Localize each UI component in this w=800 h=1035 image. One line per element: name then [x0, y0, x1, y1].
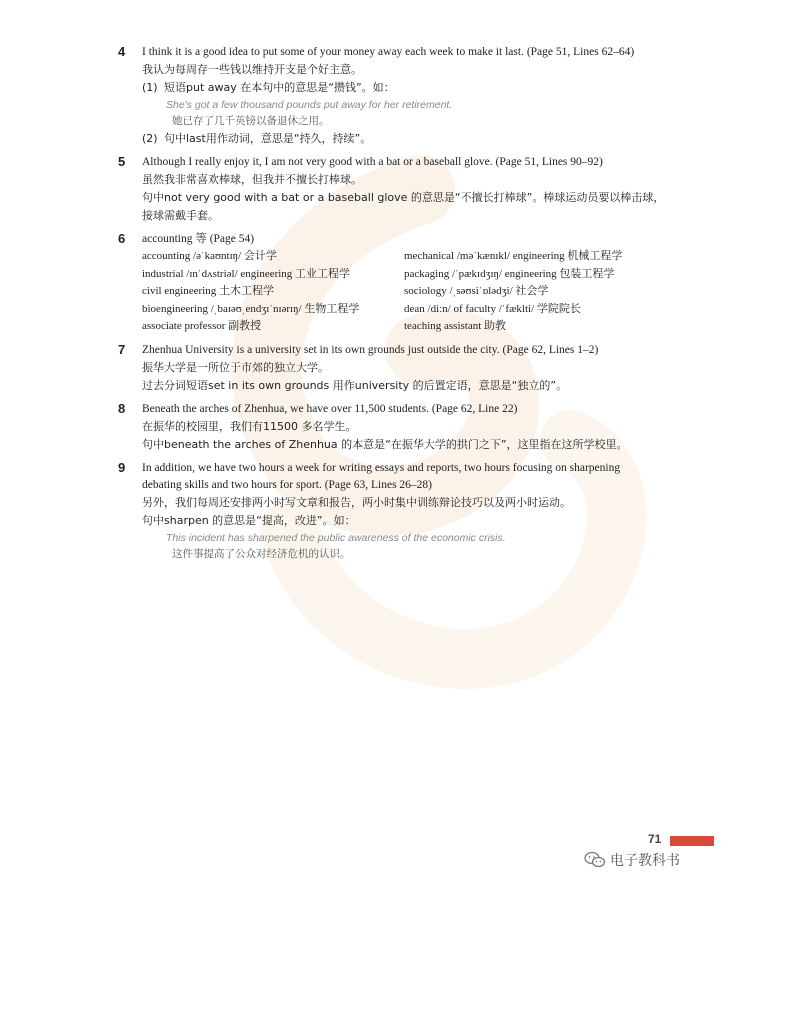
example-sentence: She's got a few thousand pounds put away for her retirement.: [166, 99, 453, 111]
note-9: [118, 460, 678, 563]
page-number-accent-bar: [670, 836, 714, 846]
note-sentence-continued: debating skills and two hours for sport. (Page 63, Lines 26–28): [142, 478, 433, 491]
point-tag: (1): [142, 81, 158, 94]
point-text: 句中last用作动词，意思是“持久，持续”。: [164, 132, 372, 145]
note-explanation: 句中not very good with a bat or a baseball glove 的意思是“不擅长打棒球”。棒球运动员要以棒击球，: [142, 191, 665, 204]
point-tag: (2): [142, 132, 158, 145]
vocab-grid: [142, 248, 678, 336]
vocab-item: packaging /ˈpækɪdʒɪŋ/ engineering 包装工程学: [404, 267, 615, 280]
note-number: 6: [118, 231, 126, 246]
point-text: 短语put away 在本句中的意思是“攒钱”。如：: [164, 81, 395, 94]
vocab-item: associate professor 副教授: [142, 320, 262, 332]
vocab-item: accounting /əˈkaʊntɪŋ/ 会计学: [142, 250, 277, 262]
brand-watermark: [584, 850, 680, 870]
note-sentence: In addition, we have two hours a week for writing essays and reports, two hours focusing on sharpening: [142, 461, 621, 474]
note-number: 7: [118, 341, 126, 357]
note-translation: 虽然我非常喜欢棒球，但我并不擅长打棒球。: [142, 173, 362, 186]
note-point: [142, 130, 678, 148]
note-number: 9: [118, 459, 126, 475]
note-explanation: 过去分词短语set in its own grounds 用作university 的后置定语，意思是“独立的”。: [142, 378, 568, 392]
vocab-item: sociology /ˌsəʊsiˈɒlədʒi/ 社会学: [404, 285, 549, 297]
note-translation: 我认为每周存一些钱以维持开支是个好主意。: [142, 63, 362, 76]
note-translation: 振华大学是一所位于市郊的独立大学。: [142, 360, 329, 374]
vocab-item: civil engineering 土木工程学: [142, 285, 274, 297]
example-translation: 这件事提高了公众对经济危机的认识。: [172, 547, 351, 560]
note-4: [118, 44, 678, 148]
notes-content: [118, 44, 678, 569]
vocab-item: mechanical /məˈkænɪkl/ engineering 机械工程学: [404, 250, 623, 262]
note-number: 8: [118, 400, 126, 416]
wechat-icon: [584, 851, 606, 869]
note-number: 4: [118, 44, 126, 59]
page-number: 71: [648, 832, 662, 846]
note-5: [118, 154, 678, 225]
note-heading: accounting 等 (Page 54): [142, 233, 255, 245]
note-6: [118, 231, 678, 336]
vocab-item: industrial /ɪnˈdʌstriəl/ engineering 工业工程学: [142, 267, 351, 280]
note-8: [118, 401, 678, 454]
note-sentence: Although I really enjoy it, I am not very good with a bat or a baseball glove. (Page 51, Lines 90–92): [142, 156, 603, 168]
note-point: [142, 79, 678, 97]
note-sentence: Beneath the arches of Zhenhua, we have over 11,500 students. (Page 62, Line 22): [142, 402, 518, 415]
note-explanation: 句中sharpen 的意思是“提高，改进”。如：: [142, 513, 356, 527]
vocab-item: bioengineering /ˌbaɪəʊˌendʒɪˈnɪərɪŋ/ 生物工程学: [142, 302, 360, 315]
note-7: [118, 342, 678, 395]
note-explanation: 句中beneath the arches of Zhenhua 的本意是“在振华大学的拱门之下”，这里指在这所学校里。: [142, 437, 628, 451]
note-explanation-continued: 接球需戴手套。: [142, 209, 219, 222]
brand-name: 电子教科书: [610, 853, 680, 869]
vocab-item: teaching assistant 助教: [404, 320, 507, 332]
note-translation: 在振华的校园里，我们有11500 多名学生。: [142, 419, 357, 433]
note-number: 5: [118, 154, 126, 169]
vocab-item: dean /diːn/ of faculty /ˈfæklti/ 学院院长: [404, 302, 581, 315]
note-sentence: Zhenhua University is a university set in its own grounds just outside the city. (Page 62, Lines 1–2): [142, 343, 599, 356]
example-translation: 她已存了几千英镑以备退休之用。: [172, 115, 330, 127]
note-sentence: I think it is a good idea to put some of your money away each week to make it last. (Page 51, Lines 62–64): [142, 46, 635, 58]
note-translation: 另外，我们每周还安排两小时写文章和报告，两小时集中训练辩论技巧以及两小时运动。: [142, 495, 571, 509]
example-sentence: This incident has sharpened the public awareness of the economic crisis.: [166, 531, 506, 544]
